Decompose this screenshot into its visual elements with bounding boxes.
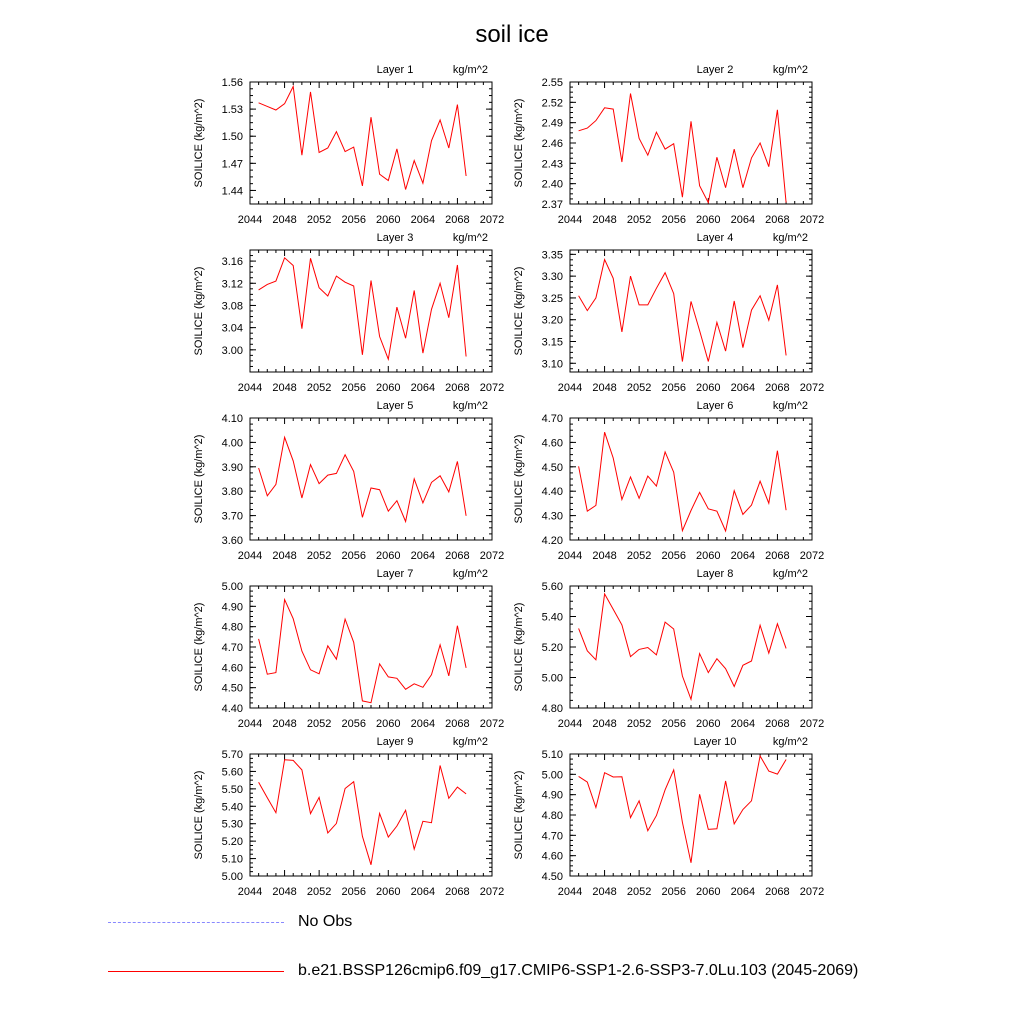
x-tick-label: 2068 xyxy=(765,886,790,898)
panel-layer-4 xyxy=(513,232,824,394)
x-tick-label: 2060 xyxy=(696,550,721,562)
y-tick-label: 4.80 xyxy=(541,810,563,822)
series-line-layer-1 xyxy=(259,87,467,190)
panel-units: kg/m^2 xyxy=(772,400,808,412)
y-tick-label: 4.10 xyxy=(221,413,243,425)
x-tick-label: 2060 xyxy=(376,382,401,394)
x-tick-label: 2060 xyxy=(376,214,401,226)
x-tick-label: 2068 xyxy=(765,550,790,562)
x-tick-label: 2056 xyxy=(661,382,686,394)
y-axis-label: SOILICE (kg/m^2) xyxy=(193,770,205,860)
panel-layer-6 xyxy=(513,400,824,562)
y-tick-label: 3.35 xyxy=(541,249,563,262)
panel-units: kg/m^2 xyxy=(452,400,488,412)
x-tick-label: 2072 xyxy=(479,382,505,394)
series-line-layer-3 xyxy=(259,258,467,359)
panel-title: Layer 7 xyxy=(376,568,414,580)
x-tick-label: 2068 xyxy=(445,718,470,730)
x-tick-label: 2044 xyxy=(237,382,263,394)
y-tick-label: 5.00 xyxy=(221,871,243,883)
legend-swatch-obs xyxy=(108,922,284,923)
x-tick-label: 2048 xyxy=(272,718,297,730)
y-tick-label: 3.30 xyxy=(541,271,563,284)
x-tick-label: 2064 xyxy=(410,718,436,730)
x-tick-label: 2056 xyxy=(341,382,366,394)
y-tick-label: 5.00 xyxy=(541,672,563,685)
panel-title: Layer 5 xyxy=(376,400,414,412)
x-tick-label: 2048 xyxy=(592,886,617,898)
y-tick-label: 4.70 xyxy=(541,413,563,425)
plot-frame-8 xyxy=(570,586,812,708)
x-tick-label: 2056 xyxy=(661,718,686,730)
x-tick-label: 2064 xyxy=(410,886,436,898)
panel-layer-10 xyxy=(513,736,824,898)
x-tick-label: 2064 xyxy=(410,550,436,562)
y-tick-label: 3.15 xyxy=(541,336,563,349)
x-tick-label: 2072 xyxy=(799,382,825,394)
y-tick-label: 5.40 xyxy=(541,611,563,624)
panel-units: kg/m^2 xyxy=(772,568,808,580)
y-tick-label: 4.40 xyxy=(541,486,563,499)
x-tick-label: 2060 xyxy=(376,550,401,562)
panel-title: Layer 8 xyxy=(696,568,734,580)
y-tick-label: 3.90 xyxy=(221,461,243,474)
plot-frame-2 xyxy=(570,82,812,204)
x-tick-label: 2044 xyxy=(237,718,263,730)
series-line-layer-5 xyxy=(259,437,467,521)
x-tick-label: 2048 xyxy=(272,550,297,562)
x-tick-label: 2064 xyxy=(730,550,756,562)
x-tick-label: 2048 xyxy=(592,382,617,394)
x-tick-label: 2068 xyxy=(765,718,790,730)
y-tick-label: 3.20 xyxy=(541,314,563,327)
series-line-layer-9 xyxy=(259,760,467,865)
panel-units: kg/m^2 xyxy=(772,736,808,748)
panel-units: kg/m^2 xyxy=(452,736,488,748)
panel-title: Layer 2 xyxy=(696,64,734,76)
x-tick-label: 2048 xyxy=(272,382,297,394)
y-tick-label: 3.70 xyxy=(221,510,243,523)
y-tick-label: 1.53 xyxy=(221,104,243,117)
x-tick-label: 2048 xyxy=(272,214,297,226)
plot-frame-10 xyxy=(570,754,812,876)
y-tick-label: 4.90 xyxy=(221,601,243,614)
panel-title: Layer 10 xyxy=(693,736,737,748)
y-axis-label: SOILICE (kg/m^2) xyxy=(193,98,205,188)
x-tick-label: 2056 xyxy=(341,718,366,730)
plot-frame-4 xyxy=(570,250,812,372)
figure-title: soil ice xyxy=(475,21,549,48)
panel-units: kg/m^2 xyxy=(452,568,488,580)
legend-swatch-model xyxy=(108,971,284,972)
y-tick-label: 2.49 xyxy=(541,117,563,130)
series-line-layer-2 xyxy=(579,94,787,203)
panel-layer-7 xyxy=(193,568,504,730)
x-tick-label: 2064 xyxy=(730,214,756,226)
y-axis-label: SOILICE (kg/m^2) xyxy=(193,602,205,692)
x-tick-label: 2044 xyxy=(557,214,583,226)
x-tick-label: 2044 xyxy=(557,550,583,562)
x-tick-label: 2044 xyxy=(237,550,263,562)
legend-item-obs xyxy=(108,913,352,931)
series-line-layer-8 xyxy=(579,594,787,699)
x-tick-label: 2060 xyxy=(696,214,721,226)
x-tick-label: 2056 xyxy=(661,886,686,898)
x-tick-label: 2064 xyxy=(730,382,756,394)
y-tick-label: 1.56 xyxy=(221,77,243,89)
y-tick-label: 2.52 xyxy=(541,97,563,110)
x-tick-label: 2048 xyxy=(592,550,617,562)
y-tick-label: 5.70 xyxy=(221,749,243,761)
panel-title: Layer 4 xyxy=(696,232,734,244)
y-tick-label: 3.80 xyxy=(221,486,243,499)
y-tick-label: 5.30 xyxy=(221,818,243,831)
x-tick-label: 2056 xyxy=(661,214,686,226)
x-tick-label: 2072 xyxy=(479,886,505,898)
y-tick-label: 4.60 xyxy=(541,437,563,450)
y-tick-label: 3.60 xyxy=(221,535,243,547)
y-tick-label: 4.30 xyxy=(541,510,563,523)
y-tick-label: 1.47 xyxy=(221,158,243,171)
y-tick-label: 5.10 xyxy=(541,749,563,761)
y-tick-label: 2.55 xyxy=(541,77,563,89)
x-tick-label: 2056 xyxy=(341,886,366,898)
panels-group xyxy=(193,64,824,898)
y-tick-label: 4.90 xyxy=(541,789,563,802)
panel-layer-2 xyxy=(513,64,824,226)
y-tick-label: 5.60 xyxy=(221,766,243,779)
x-tick-label: 2068 xyxy=(765,214,790,226)
panel-layer-3 xyxy=(193,232,504,394)
y-tick-label: 1.44 xyxy=(221,185,243,198)
x-tick-label: 2052 xyxy=(306,214,332,226)
y-tick-label: 4.60 xyxy=(541,850,563,863)
x-tick-label: 2052 xyxy=(306,718,332,730)
series-line-layer-4 xyxy=(579,260,787,362)
y-axis-label: SOILICE (kg/m^2) xyxy=(513,602,525,692)
x-tick-label: 2060 xyxy=(376,718,401,730)
y-axis-label: SOILICE (kg/m^2) xyxy=(193,266,205,356)
y-tick-label: 2.37 xyxy=(541,199,563,211)
x-tick-label: 2044 xyxy=(557,718,583,730)
y-tick-label: 5.00 xyxy=(221,581,243,593)
x-tick-label: 2044 xyxy=(557,382,583,394)
y-tick-label: 4.50 xyxy=(541,871,563,883)
x-tick-label: 2064 xyxy=(730,886,756,898)
x-tick-label: 2048 xyxy=(272,886,297,898)
legend-item-model xyxy=(108,962,858,980)
y-tick-label: 4.50 xyxy=(221,682,243,695)
x-tick-label: 2056 xyxy=(661,550,686,562)
panel-layer-5 xyxy=(193,400,504,562)
panel-title: Layer 9 xyxy=(376,736,414,748)
x-tick-label: 2072 xyxy=(799,718,825,730)
y-tick-label: 3.16 xyxy=(221,256,243,269)
y-tick-label: 4.70 xyxy=(221,642,243,654)
y-tick-label: 3.12 xyxy=(221,278,243,291)
y-axis-label: SOILICE (kg/m^2) xyxy=(513,770,525,860)
panel-units: kg/m^2 xyxy=(772,232,808,244)
y-tick-label: 5.20 xyxy=(541,642,563,654)
y-tick-label: 5.50 xyxy=(221,783,243,796)
x-tick-label: 2072 xyxy=(799,886,825,898)
y-tick-label: 4.80 xyxy=(541,703,563,715)
x-tick-label: 2072 xyxy=(799,550,825,562)
y-tick-label: 3.08 xyxy=(221,300,243,313)
series-line-layer-10 xyxy=(579,756,787,863)
x-tick-label: 2044 xyxy=(237,886,263,898)
legend-label-model: b.e21.BSSP126cmip6.f09_g17.CMIP6-SSP1-2.6-SSP3-7.0Lu.103 (2045-2069) xyxy=(298,962,859,979)
y-tick-label: 5.00 xyxy=(541,769,563,782)
y-tick-label: 4.20 xyxy=(541,535,563,547)
y-tick-label: 4.70 xyxy=(541,830,563,843)
x-tick-label: 2068 xyxy=(445,886,470,898)
x-tick-label: 2060 xyxy=(696,886,721,898)
y-axis-label: SOILICE (kg/m^2) xyxy=(513,98,525,188)
x-tick-label: 2068 xyxy=(445,550,470,562)
x-tick-label: 2068 xyxy=(765,382,790,394)
series-line-layer-6 xyxy=(579,432,787,531)
x-tick-label: 2052 xyxy=(626,550,652,562)
x-tick-label: 2060 xyxy=(696,382,721,394)
y-tick-label: 5.40 xyxy=(221,801,243,814)
y-tick-label: 3.10 xyxy=(541,358,563,371)
plot-frame-3 xyxy=(250,250,492,372)
panel-title: Layer 1 xyxy=(376,64,414,76)
x-tick-label: 2048 xyxy=(592,214,617,226)
plot-frame-5 xyxy=(250,418,492,540)
y-tick-label: 4.50 xyxy=(541,461,563,474)
y-tick-label: 5.60 xyxy=(541,581,563,593)
y-tick-label: 4.40 xyxy=(221,703,243,715)
x-tick-label: 2052 xyxy=(306,550,332,562)
panel-units: kg/m^2 xyxy=(452,232,488,244)
panel-layer-9 xyxy=(193,736,504,898)
y-axis-label: SOILICE (kg/m^2) xyxy=(513,266,525,356)
x-tick-label: 2072 xyxy=(799,214,825,226)
panel-title: Layer 3 xyxy=(376,232,414,244)
series-line-layer-7 xyxy=(259,600,467,703)
y-tick-label: 2.46 xyxy=(541,138,563,150)
x-tick-label: 2052 xyxy=(626,214,652,226)
x-tick-label: 2052 xyxy=(626,886,652,898)
x-tick-label: 2072 xyxy=(479,214,505,226)
x-tick-label: 2056 xyxy=(341,550,366,562)
x-tick-label: 2064 xyxy=(410,214,436,226)
y-tick-label: 4.00 xyxy=(221,437,243,450)
y-tick-label: 2.43 xyxy=(541,158,563,171)
x-tick-label: 2052 xyxy=(306,886,332,898)
x-tick-label: 2064 xyxy=(730,718,756,730)
y-tick-label: 5.20 xyxy=(221,836,243,849)
x-tick-label: 2072 xyxy=(479,550,505,562)
x-tick-label: 2052 xyxy=(626,718,652,730)
x-tick-label: 2060 xyxy=(376,886,401,898)
legend-label-obs: No Obs xyxy=(298,913,353,930)
x-tick-label: 2068 xyxy=(445,382,470,394)
x-tick-label: 2048 xyxy=(592,718,617,730)
x-tick-label: 2044 xyxy=(557,886,583,898)
panel-units: kg/m^2 xyxy=(772,64,808,76)
x-tick-label: 2068 xyxy=(445,214,470,226)
y-tick-label: 5.10 xyxy=(221,853,243,866)
x-tick-label: 2052 xyxy=(626,382,652,394)
x-tick-label: 2072 xyxy=(479,718,505,730)
y-tick-label: 3.00 xyxy=(221,344,243,357)
y-tick-label: 3.04 xyxy=(221,322,243,335)
panel-title: Layer 6 xyxy=(696,400,734,412)
panel-layer-8 xyxy=(513,568,824,730)
x-tick-label: 2064 xyxy=(410,382,436,394)
y-tick-label: 3.25 xyxy=(541,292,563,305)
y-tick-label: 2.40 xyxy=(541,178,563,191)
x-tick-label: 2052 xyxy=(306,382,332,394)
panel-units: kg/m^2 xyxy=(452,64,488,76)
x-tick-label: 2060 xyxy=(696,718,721,730)
y-axis-label: SOILICE (kg/m^2) xyxy=(513,434,525,524)
plot-frame-9 xyxy=(250,754,492,876)
y-tick-label: 4.80 xyxy=(221,621,243,634)
y-tick-label: 4.60 xyxy=(221,662,243,675)
y-axis-label: SOILICE (kg/m^2) xyxy=(193,434,205,524)
panel-layer-1 xyxy=(193,64,504,226)
x-tick-label: 2056 xyxy=(341,214,366,226)
x-tick-label: 2044 xyxy=(237,214,263,226)
y-tick-label: 1.50 xyxy=(221,131,243,144)
